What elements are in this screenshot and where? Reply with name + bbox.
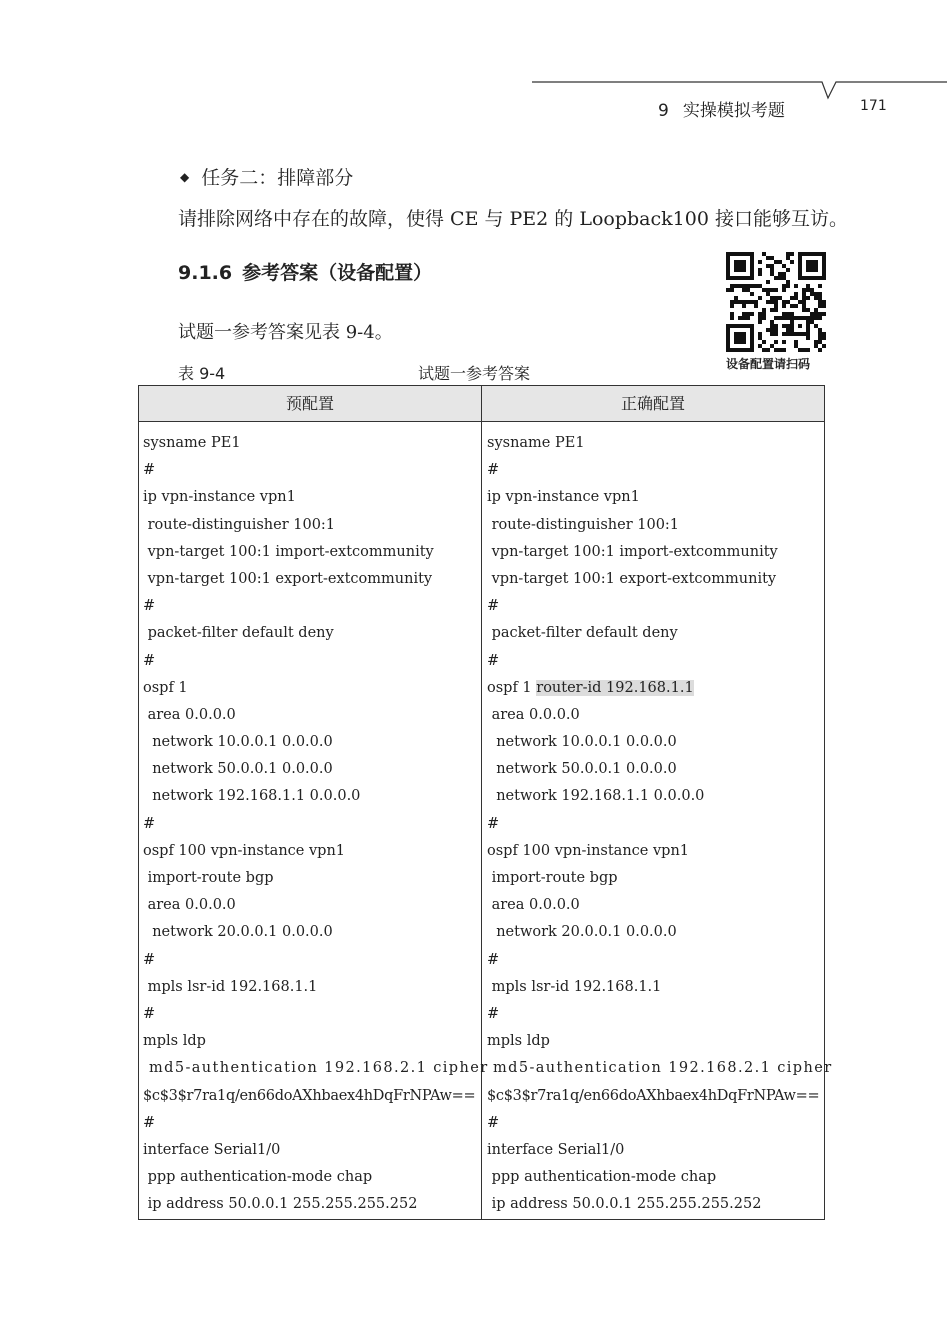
task-title-text: 任务二：排障部分 [201, 167, 354, 189]
config-line: mpls lsr-id 192.168.1.1 [487, 978, 662, 995]
config-line: area 0.0.0.0 [487, 706, 580, 723]
config-line: area 0.0.0.0 [487, 897, 580, 914]
section-number: 9.1.6 [178, 262, 233, 284]
config-line: vpn-target 100:1 export-extcommunity [143, 570, 433, 587]
config-line: area 0.0.0.0 [143, 706, 236, 723]
config-line: network 192.168.1.1 0.0.0.0 [487, 788, 705, 805]
config-line: mpls lsr-id 192.168.1.1 [143, 978, 318, 995]
config-line: ip vpn-instance vpn1 [143, 489, 296, 506]
config-line: md5-authentication 192.168.2.1 cipher [487, 1060, 833, 1077]
section-heading [178, 258, 432, 285]
config-line: # [143, 951, 156, 968]
config-line: # [143, 815, 156, 832]
config-line: # [143, 598, 156, 615]
config-line: packet-filter default deny [487, 625, 678, 642]
header-pre-config: 预配置 [285, 394, 334, 413]
config-line: import-route bgp [143, 870, 274, 886]
chapter-heading [658, 96, 785, 121]
correct-config-column [487, 430, 833, 1218]
config-line: import-route bgp [487, 870, 618, 886]
config-line: network 50.0.0.1 0.0.0.0 [487, 761, 677, 778]
intro-text: 试题一参考答案见表 9-4。 [178, 322, 393, 343]
config-line: network 20.0.0.1 0.0.0.0 [487, 924, 677, 941]
task-title [180, 163, 353, 190]
config-line: md5-authentication 192.168.2.1 cipher [143, 1060, 489, 1077]
chapter-title: 实操模拟考题 [682, 101, 785, 121]
config-line: route-distinguisher 100:1 [143, 516, 336, 533]
config-line: # [143, 1005, 156, 1022]
config-line: ospf 100 vpn-instance vpn1 [487, 842, 690, 859]
config-line: ip vpn-instance vpn1 [487, 489, 640, 506]
qr-code[interactable] [726, 252, 826, 352]
config-line: # [487, 462, 500, 479]
config-line: ip address 50.0.0.1 255.255.255.252 [487, 1196, 762, 1213]
pre-config-column [143, 430, 489, 1218]
table-label: 表 9-4 [178, 364, 226, 383]
config-line: sysname PE1 [143, 435, 241, 451]
config-line: ppp authentication-mode chap [143, 1169, 373, 1186]
qr-caption: 设备配置请扫码 [726, 357, 811, 371]
highlighted-fix: router-id 192.168.1.1 [536, 679, 694, 696]
config-line: vpn-target 100:1 export-extcommunity [487, 570, 777, 587]
config-line: # [487, 1114, 500, 1131]
config-line: ppp authentication-mode chap [487, 1169, 717, 1186]
config-line: # [487, 598, 500, 615]
config-line: route-distinguisher 100:1 [487, 516, 680, 533]
config-line: vpn-target 100:1 import-extcommunity [487, 543, 778, 560]
qr-code-icon [726, 252, 826, 352]
task-description: 请排除网络中存在的故障，使得 CE 与 PE2 的 Loopback100 接口能够互访。 [178, 208, 848, 230]
config-line: packet-filter default deny [143, 625, 334, 642]
config-line: ip address 50.0.0.1 255.255.255.252 [143, 1196, 418, 1213]
config-line: $c$3$r7ra1q/en66doAXhbaex4hDqFrNPAw== [487, 1087, 820, 1104]
chapter-number: 9 [658, 101, 669, 121]
config-line: # [143, 462, 156, 479]
config-table [138, 385, 833, 1220]
table-caption: 试题一参考答案 [418, 364, 531, 383]
config-line: area 0.0.0.0 [143, 897, 236, 914]
config-line: # [487, 815, 500, 832]
config-line: network 10.0.0.1 0.0.0.0 [143, 734, 333, 751]
config-line: $c$3$r7ra1q/en66doAXhbaex4hDqFrNPAw== [143, 1087, 476, 1104]
config-line: vpn-target 100:1 import-extcommunity [143, 543, 434, 560]
config-line: ospf 1 router-id 192.168.1.1 [487, 679, 694, 696]
config-line: network 192.168.1.1 0.0.0.0 [143, 788, 361, 805]
config-line: mpls ldp [487, 1033, 550, 1050]
config-line: # [487, 1005, 500, 1022]
config-line: network 20.0.0.1 0.0.0.0 [143, 924, 333, 941]
page-number: 171 [860, 98, 887, 114]
config-line: network 50.0.0.1 0.0.0.0 [143, 761, 333, 778]
config-line: # [487, 951, 500, 968]
diamond-bullet-icon: ◆ [180, 170, 190, 184]
config-line: # [143, 652, 156, 669]
config-line: ospf 1 [143, 679, 188, 696]
config-line: # [487, 652, 500, 669]
header-correct-config: 正确配置 [620, 394, 685, 413]
config-line: # [143, 1114, 156, 1131]
config-line: ospf 100 vpn-instance vpn1 [143, 842, 346, 859]
config-line: interface Serial1/0 [143, 1141, 281, 1158]
config-line: sysname PE1 [487, 435, 585, 451]
config-line: mpls ldp [143, 1033, 206, 1050]
section-title: 参考答案（设备配置） [242, 262, 433, 284]
config-line: network 10.0.0.1 0.0.0.0 [487, 734, 677, 751]
config-line: interface Serial1/0 [487, 1141, 625, 1158]
